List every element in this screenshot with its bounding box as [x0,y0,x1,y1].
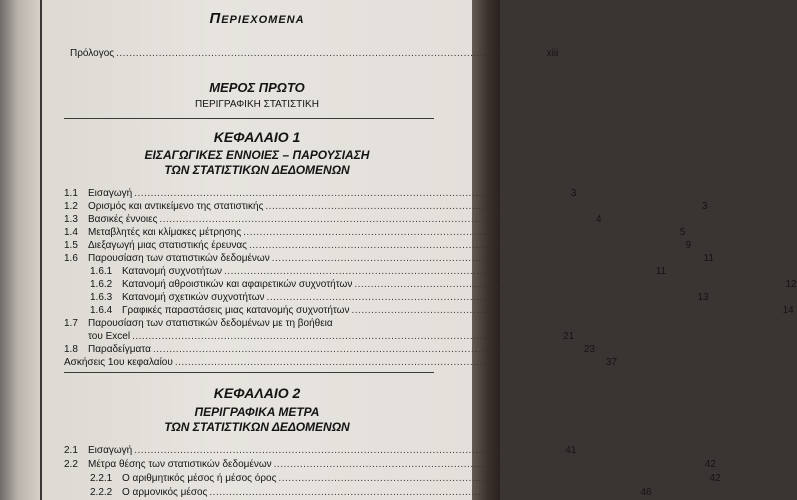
toc-entry-page: 23 [583,344,596,355]
toc-subentry [90,265,667,279]
leader-dots: .................................................................................................................................. [265,201,692,212]
leader-dots: .................................................................................................................................. [134,445,561,456]
toc-entry-page: 3 [702,201,708,212]
toc-entry-continuation: του Excel [88,331,131,342]
toc-entry-text: Βασικές έννοιες [88,214,158,225]
toc-entry-number: 1.1 [64,188,78,199]
toc-subentry [90,278,797,292]
toc-subentry [90,472,721,486]
toc-entry-number: 1.2 [64,201,78,212]
leader-dots: .................................................................................................................................. [174,357,602,368]
part-title: ΜΕΡΟΣ ΠΡΩΤΟ [209,80,305,95]
chapter-1-subtitle-line1: ΕΙΣΑΓΩΓΙΚΕΣ ΕΝΝΟΙΕΣ – ΠΑΡΟΥΣΙΑΣΗ [144,148,370,162]
leader-dots: .................................................................................................................................. [159,214,586,225]
toc-entry-number: 1.6.4 [90,305,113,316]
toc-entry-page: 11 [703,253,714,264]
toc-entry [64,458,716,472]
toc-entry-text: Γραφικές παραστάσεις μιας κατανομής συχνοτήτων [122,305,350,316]
leader-dots: .................................................................................................................................. [116,48,543,59]
toc-entry-number: 1.5 [64,240,78,251]
toc-entry-exercises [64,356,618,370]
toc-entry-page: 3 [570,188,577,199]
toc-entry-number: 1.4 [64,227,78,238]
toc-entry-number: 2.1 [64,445,78,456]
toc-entry-text: Εισαγωγή [88,188,133,199]
toc-entry [64,200,708,214]
leader-dots: .................................................................................................................................. [243,227,670,238]
toc-entry-number: 1.6.2 [90,279,113,290]
toc-entry-1-7-line1 [64,317,434,331]
contents-heading: Περιεχομενα [209,10,305,27]
toc-entry-page: 13 [697,292,709,303]
toc-entry [64,187,577,201]
leader-dots: .................................................................................................................................. [354,279,781,290]
leader-dots: .................................................................................................................................. [351,305,778,316]
left-page-edge [0,0,40,500]
leader-dots: .................................................................................................................................. [266,292,693,303]
toc-entry-text: Παρουσίαση των στατιστικών δεδομένων με τη βοήθεια [88,318,333,329]
leader-dots: .................................................................................................................................. [248,240,676,251]
leader-dots: .................................................................................................................................. [134,188,561,199]
toc-entry-text: Μεταβλητές και κλίμακες μέτρησης [88,227,242,238]
toc-entry-text: Κατανομή συχνοτήτων [122,266,223,277]
toc-entry-text: Παραδείγματα [88,344,151,355]
toc-entry [64,239,692,253]
toc-entry-number: 1.6 [64,253,78,264]
toc-subentry [90,304,794,318]
leader-dots: .................................................................................................................................. [278,473,705,484]
toc-entry-page: 37 [605,357,618,368]
toc-entry-page: 12 [785,279,797,290]
toc-entry-1-7-line2 [88,330,575,344]
leader-dots: .................................................................................................................................. [209,487,636,498]
toc-entry-text: Κατανομή αθροιστικών και αφαιρετικών συχνοτήτων [122,279,353,290]
divider-rule [64,118,434,119]
toc-entry [64,343,596,357]
toc-entry-page: 46 [640,487,652,498]
toc-entry-page: 42 [704,459,716,470]
toc-entry-text: Ορισμός και αντικείμενο της στατιστικής [88,201,264,212]
toc-subentry [90,486,652,500]
chapter-1-title: ΚΕΦΑΛΑΙΟ 1 [213,129,301,145]
chapter-2-subtitle-line1: ΠΕΡΙΓΡΑΦΙΚΑ ΜΕΤΡΑ [194,405,320,419]
toc-entry-page: 42 [709,473,721,484]
toc-entry-text: Ο αρμονικός μέσος [122,487,208,498]
leader-dots: .................................................................................................................................. [273,459,700,470]
toc-subentry [90,291,709,305]
chapter-2-title: ΚΕΦΑΛΑΙΟ 2 [213,385,301,401]
toc-entry [64,213,602,227]
toc-entry-number: 2.2.1 [90,473,113,484]
toc-entry [64,226,686,240]
toc-entry-number: 1.6.3 [90,292,113,303]
toc-entry-page: 14 [782,305,794,316]
chapter-1-subtitle-line2: ΤΩΝ ΣΤΑΤΙΣΤΙΚΩΝ ΔΕΔΟΜΕΝΩΝ [164,163,350,177]
toc-entry [64,252,714,266]
toc-entry-page: 5 [679,227,686,238]
toc-entry-number: 1.3 [64,214,78,225]
toc-entry-page: 11 [655,266,667,277]
toc-entry-page: xiii [546,48,559,59]
part-subtitle: ΠΕΡΙΓΡΑΦΙΚΗ ΣΤΑΤΙΣΤΙΚΗ [195,99,319,110]
leader-dots: .................................................................................................................................. [271,253,698,264]
toc-entry-number: 1.7 [64,318,78,329]
toc-entry-text: Μέτρα θέσης των στατιστικών δεδομένων [88,459,272,470]
toc-entry-text: Διεξαγωγή μιας στατιστικής έρευνας [88,240,247,251]
toc-entry-number: 2.2 [64,459,78,470]
leader-dots: .................................................................................................................................. [152,344,580,355]
divider-rule [64,372,434,373]
leader-dots: .................................................................................................................................. [132,331,559,342]
toc-entry [64,444,577,458]
toc-entry-number: 2.2.2 [90,487,113,498]
toc-entry-text: Παρουσίαση των στατιστικών δεδομένων [88,253,270,264]
toc-entry-number: 1.8 [64,344,78,355]
toc-entry-text: Ασκήσεις 1ου κεφαλαίου [64,357,173,368]
toc-entry-page: 41 [565,445,577,456]
toc-entry-prologue [64,47,559,61]
toc-entry-page: 21 [563,331,575,342]
book-page [42,0,797,500]
leader-dots: .................................................................................................................................. [224,266,651,277]
toc-entry-number: 1.6.1 [90,266,113,277]
toc-entry-text: Εισαγωγή [88,445,133,456]
toc-entry-page: 4 [596,214,602,225]
toc-entry-text: Ο αριθμητικός μέσος ή μέσος όρος [122,473,277,484]
toc-entry-text: Κατανομή σχετικών συχνοτήτων [122,292,265,303]
toc-entry-text: Πρόλογος [70,48,115,59]
chapter-2-subtitle-line2: ΤΩΝ ΣΤΑΤΙΣΤΙΚΩΝ ΔΕΔΟΜΕΝΩΝ [164,420,350,434]
toc-entry-page: 9 [685,240,692,251]
